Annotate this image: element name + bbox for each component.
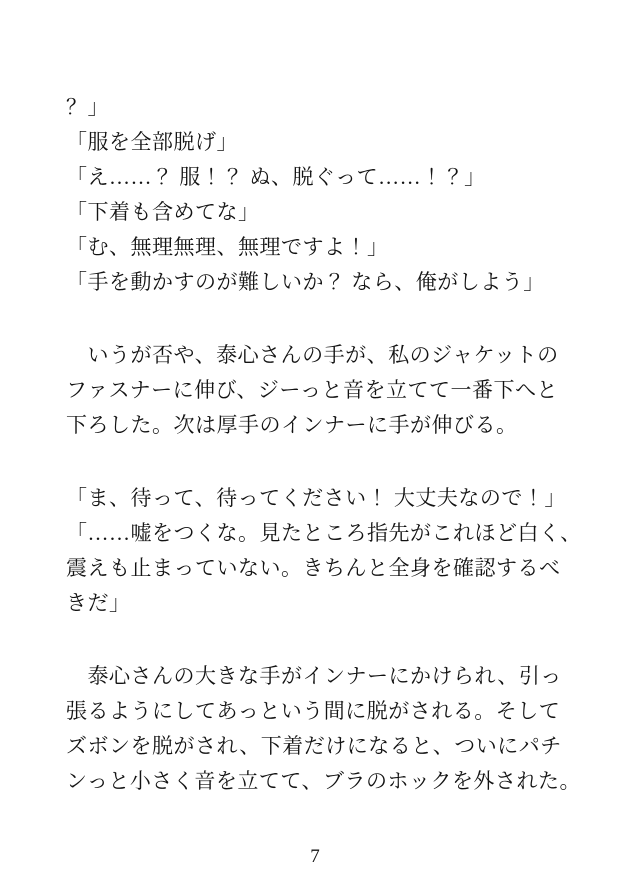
text-line: 「ま、待って、待ってください！ 大丈夫なので！」 [66, 486, 566, 510]
text-line: きだ」 [66, 591, 131, 615]
text-line: 震えも止まっていない。きちんと全身を確認するべ [66, 556, 561, 580]
text-line: 泰心さんの大きな手がインナーにかけられ、引っ [66, 664, 562, 688]
text-line: ？」 [66, 95, 109, 119]
text-line: 「む、無理無理、無理ですよ！」 [66, 235, 389, 259]
text-line: 「え……？ 服！？ ぬ、脱ぐって……！？」 [66, 165, 486, 189]
narrative-block [66, 338, 571, 443]
page-number: 7 [310, 846, 320, 867]
text-line: 張るようにしてあっという間に脱がされる。そして [66, 699, 561, 723]
text-line: いうが否や、泰心さんの手が、私のジャケットの [66, 343, 559, 367]
text-line: 「手を動かすのが難しいか？ なら、俺がしよう」 [66, 270, 545, 294]
text-line: ンっと小さく音を立てて、ブラのホックを外された。 [66, 769, 581, 793]
text-line: 「……嘘をつくな。見たところ指先がこれほど白く、 [66, 521, 582, 545]
text-line: ズボンを脱がされ、下着だけになると、ついにパチ [66, 734, 562, 758]
dialogue-block [66, 481, 582, 621]
text-line: 「服を全部脱げ」 [66, 130, 238, 154]
dialogue-block [66, 90, 571, 300]
text-area [66, 90, 582, 799]
narrative-block [66, 659, 581, 799]
text-line: ファスナーに伸び、ジーっと音を立てて一番下へと [66, 378, 558, 402]
text-line: 下ろした。次は厚手のインナーに手が伸びる。 [66, 413, 518, 437]
text-line: 「下着も含めてな」 [66, 200, 260, 224]
